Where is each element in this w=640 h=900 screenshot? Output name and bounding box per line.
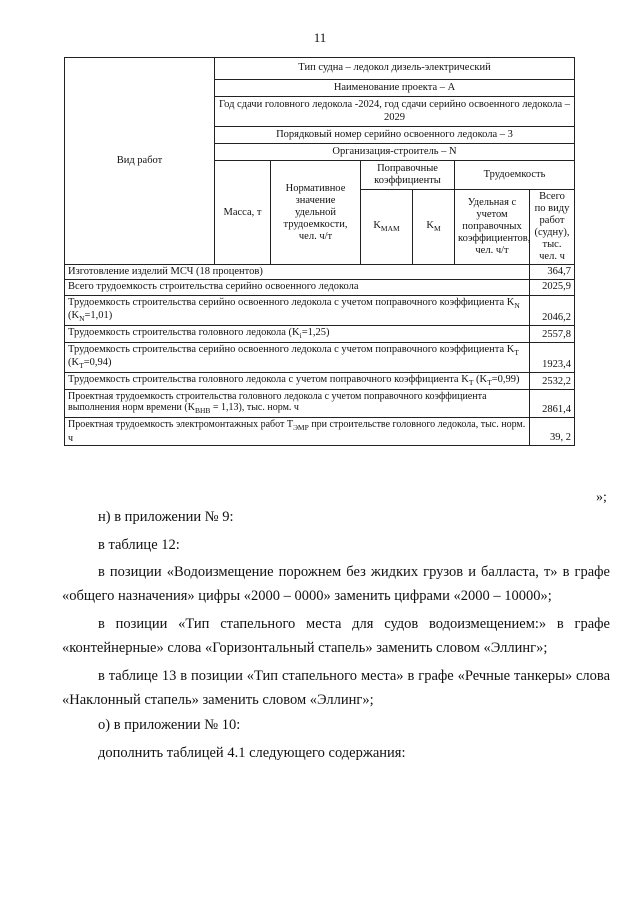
header-coefficients: Поправочные коэффициенты (361, 161, 455, 190)
row-label: Изготовление изделий МСЧ (18 процентов) (65, 265, 530, 280)
row-value: 1923,4 (530, 342, 575, 372)
table-row (65, 325, 575, 342)
row-value: 2861,4 (530, 389, 575, 417)
table-row (65, 389, 575, 417)
row-value: 364,7 (530, 265, 575, 280)
row-label: Трудоемкость строительства головного ледокола с учетом поправочного коэффициента $K_T$ $(K_T=0,99)$ (65, 373, 530, 390)
row-label: Проектная трудоемкость строительства головного ледокола с учетом поправочного коэффициента выполнения норм времени $(K_{ВНВ} = 1,13)$, тыс. норм. ч (65, 389, 530, 417)
paragraph-appendix-10: о) в приложении № 10: (98, 717, 241, 733)
row-value: 2532,2 (530, 373, 575, 390)
header-km: $K_М$ (413, 190, 455, 265)
header-delivery-years: Год сдачи головного ледокола -2024, год сдачи серийно освоенного ледокола – 2029 (215, 97, 575, 127)
header-ship-type: Тип судна – ледокол дизель-электрический (215, 58, 575, 80)
paragraph-slipway-container: в позиции «Тип стапельного места для судов водоизмещением:» в графе «контейнерные» слова «Горизонтальный стапель» заменить словом «Эллинг»; (62, 616, 610, 656)
row-value: 2557,8 (530, 325, 575, 342)
table-row (65, 342, 575, 372)
header-builder: Организация-строитель – N (215, 144, 575, 161)
paragraph-add-table: дополнить таблицей 4.1 следующего содержания: (98, 745, 406, 761)
row-value: 2025,9 (530, 280, 575, 295)
header-project-name: Наименование проекта – А (215, 80, 575, 97)
header-specific: Удельная с учетом поправочных коэффициентов, чел. ч/т (455, 190, 530, 265)
table-row (65, 265, 575, 280)
closing-quote: »; (596, 490, 607, 505)
row-label: Трудоемкость строительства серийно освоенного ледокола с учетом поправочного коэффициента $K_N$ $(K_N=1,01)$ (65, 295, 530, 325)
paragraph-table-13: в таблице 13 в позиции «Тип стапельного места» в графе «Речные танкеры» слова «Наклонный стапель» заменить словом «Эллинг»; (62, 668, 610, 708)
page-number: 11 (313, 30, 327, 45)
row-value: 2046,2 (530, 295, 575, 325)
header-norm: Нормативное значение удельной трудоемкости, чел. ч/т (271, 161, 361, 265)
table-row (65, 373, 575, 390)
paragraph-table-12: в таблице 12: (98, 537, 180, 553)
header-mass: Масса, т (215, 161, 271, 265)
row-label: Трудоемкость строительства серийно освоенного ледокола с учетом поправочного коэффициента $K_T$ $(K_T=0,94)$ (65, 342, 530, 372)
table-row (65, 417, 575, 445)
labor-intensity-table (64, 57, 575, 446)
header-serial-number: Порядковый номер серийно освоенного ледокола – 3 (215, 127, 575, 144)
header-labor: Трудоемкость (455, 161, 575, 190)
header-work-type: Вид работ (65, 58, 215, 265)
table-row (65, 280, 575, 295)
header-total: Всего по виду работ (судну), тыс. чел. ч (530, 190, 575, 265)
header-kmam: $K_{МАМ}$ (361, 190, 413, 265)
paragraph-appendix-9: н) в приложении № 9: (98, 509, 234, 525)
row-label: Всего трудоемкость строительства серийно освоенного ледокола (65, 280, 530, 295)
paragraph-displacement: в позиции «Водоизмещение порожнем без жидких грузов и балласта, т» в графе «общего назначения» цифры «2000 – 0000» заменить цифрами «2000 – 10000»; (62, 564, 610, 604)
row-label: Трудоемкость строительства головного ледокола $(K_i=1,25)$ (65, 325, 530, 342)
row-value: 39, 2 (530, 417, 575, 445)
table-row (65, 295, 575, 325)
row-label: Проектная трудоемкость электромонтажных работ $T_{ЭМР}$ при строительстве головного ледокола, тыс. норм. ч (65, 417, 530, 445)
